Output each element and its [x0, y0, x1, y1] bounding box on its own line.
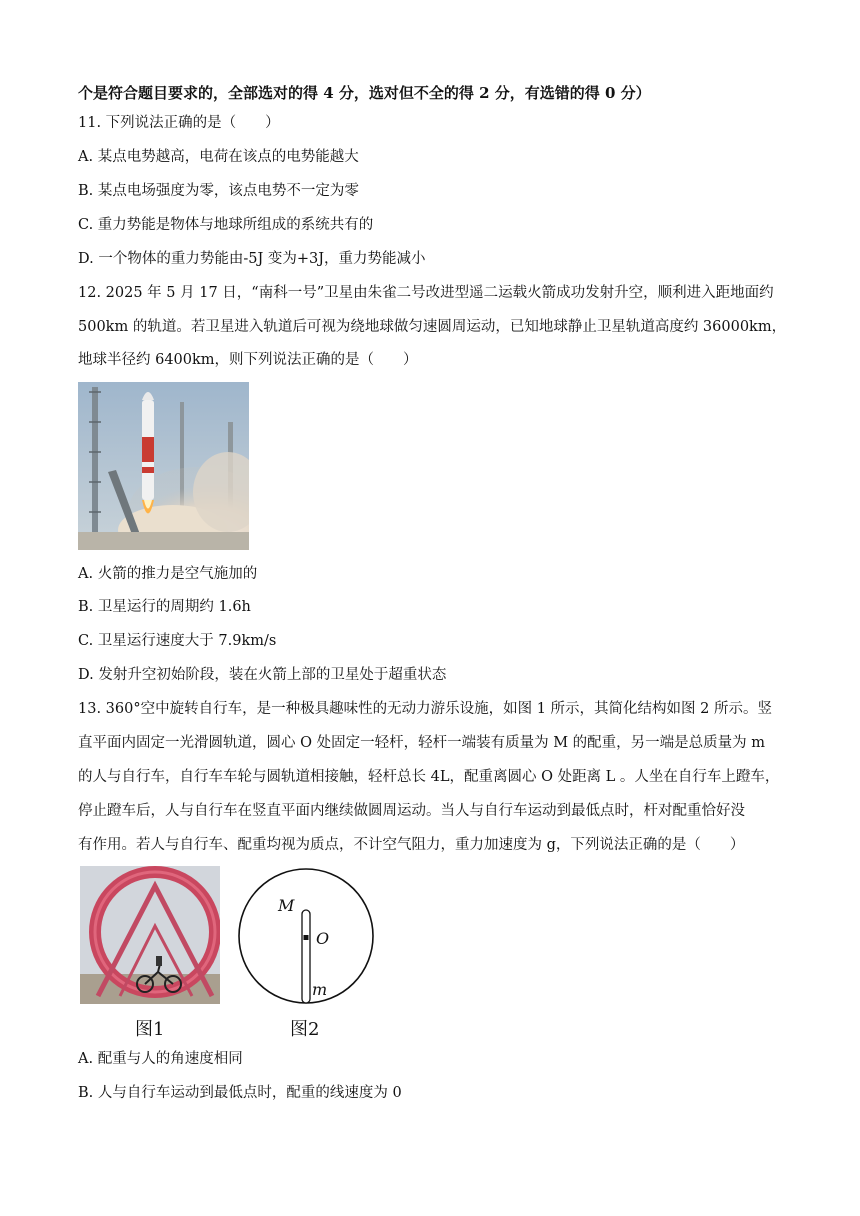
- q12-stem-line-2: 500km 的轨道。若卫星进入轨道后可视为绕地球做匀速圆周运动，已知地球静止卫星轨道高度约 36000km，: [78, 319, 787, 335]
- figure2-circle-diagram: [236, 866, 376, 1006]
- section-instruction: 个是符合题目要求的，全部选对的得 4 分，选对但不全的得 2 分，有选错的得 0 分）: [78, 84, 651, 102]
- label-O: O: [316, 929, 330, 948]
- q12-option-b: B. 卫星运行的周期约 1.6h: [78, 599, 251, 615]
- q11-option-c: C. 重力势能是物体与地球所组成的系统共有的: [78, 217, 374, 233]
- q13-stem-line-5: 有作用。若人与自行车、配重均视为质点，不计空气阻力，重力加速度为 g，下列说法正确的是（ ）: [78, 837, 745, 853]
- q13-stem-line-3: 的人与自行车，自行车车轮与圆轨道相接触，轻杆总长 4L，配重离圆心 O 处距离 L 。人坐在自行车上蹬车，: [78, 769, 780, 785]
- q11-stem: 11. 下列说法正确的是（ ）: [78, 115, 280, 131]
- figure2-caption: 图2: [290, 1019, 320, 1040]
- label-M: M: [278, 896, 295, 915]
- q13-stem-line-4: 停止蹬车后，人与自行车在竖直平面内继续做圆周运动。当人与自行车运动到最低点时，杆对配重恰好没: [78, 803, 745, 819]
- figure1-loop-bicycle-photo: [80, 866, 220, 1004]
- q13-stem-line-2: 直平面内固定一光滑圆轨道，圆心 O 处固定一轻杆，轻杆一端装有质量为 M 的配重，另一端是总质量为 m: [78, 735, 766, 751]
- pivot-point: [304, 935, 309, 940]
- figure1-caption: 图1: [135, 1019, 165, 1040]
- q13-option-b: B. 人与自行车运动到最低点时，配重的线速度为 0: [78, 1085, 402, 1101]
- q11-option-b: B. 某点电场强度为零，该点电势不一定为零: [78, 183, 359, 199]
- light-rod: [302, 910, 310, 1003]
- q13-stem-line-1: 13. 360°空中旋转自行车，是一种极具趣味性的无动力游乐设施，如图 1 所示，其简化结构如图 2 所示。竖: [78, 701, 772, 717]
- q12-option-c: C. 卫星运行速度大于 7.9km/s: [78, 633, 277, 649]
- q12-option-a: A. 火箭的推力是空气施加的: [78, 566, 258, 582]
- q11-option-a: A. 某点电势越高，电荷在该点的电势能越大: [78, 149, 359, 165]
- q12-stem-line-3: 地球半径约 6400km，则下列说法正确的是（ ）: [78, 352, 418, 368]
- q11-option-d: D. 一个物体的重力势能由-5J 变为+3J，重力势能减小: [78, 251, 426, 267]
- q12-stem-line-1: 12. 2025 年 5 月 17 日，“南科一号”卫星由朱雀二号改进型遥二运载火箭成功发射升空，顺利进入距地面约: [78, 285, 774, 301]
- label-m: m: [312, 980, 328, 999]
- q13-option-a: A. 配重与人的角速度相同: [78, 1051, 243, 1067]
- q12-option-d: D. 发射升空初始阶段，装在火箭上部的卫星处于超重状态: [78, 667, 447, 683]
- rocket-launch-photo: [78, 382, 249, 550]
